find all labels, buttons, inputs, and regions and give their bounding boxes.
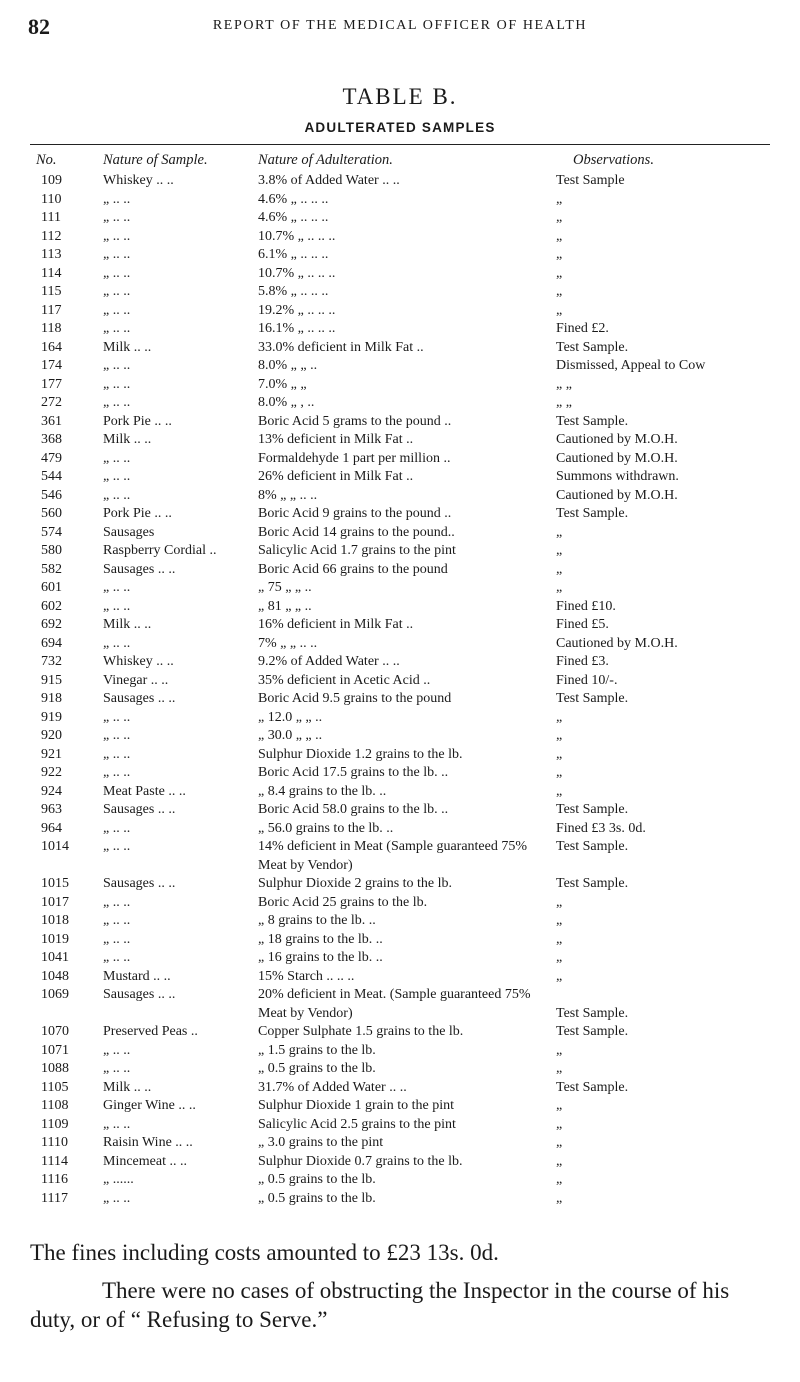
table-row bbox=[0, 1153, 800, 1172]
table-row bbox=[0, 431, 800, 450]
table-row bbox=[0, 209, 800, 228]
table-row bbox=[0, 894, 800, 913]
cell-sample: „ .. .. bbox=[103, 284, 131, 299]
cell-sample: Milk .. .. bbox=[103, 617, 152, 632]
cell-number: 1116 bbox=[41, 1172, 68, 1187]
cell-adulteration: 7% „ „ .. .. bbox=[258, 635, 318, 651]
table-row bbox=[0, 598, 800, 617]
table-row bbox=[0, 468, 800, 487]
cell-number: 919 bbox=[41, 709, 62, 725]
table-row bbox=[0, 376, 800, 395]
cell-observations: Cautioned by M.O.H. bbox=[556, 635, 678, 651]
cell-adulteration: 7.0% „ „ bbox=[258, 376, 307, 392]
cell-number: 964 bbox=[41, 820, 62, 836]
cell-observations: Fined £10. bbox=[556, 598, 616, 614]
table-row bbox=[0, 1023, 800, 1042]
cell-adulteration: „ 56.0 grains to the lb. .. bbox=[258, 820, 394, 836]
cell-adulteration: 15% Starch .. .. .. bbox=[258, 968, 355, 984]
table-row bbox=[0, 1171, 800, 1190]
cell-number: 110 bbox=[41, 191, 62, 207]
cell-observations: Test Sample. bbox=[556, 1024, 629, 1039]
column-header-observations: Observations. bbox=[573, 152, 654, 168]
cell-adulteration: „ 0.5 grains to the lb. bbox=[258, 1061, 376, 1076]
cell-observations: Fined £3 3s. 0d. bbox=[556, 820, 646, 836]
cell-observations: „ bbox=[556, 1061, 563, 1076]
cell-number: 732 bbox=[41, 654, 62, 669]
cell-adulteration: Boric Acid 58.0 grains to the lb. .. bbox=[258, 802, 449, 817]
cell-observations: Fined £5. bbox=[556, 617, 609, 632]
cell-adulteration: Sulphur Dioxide 0.7 grains to the lb. bbox=[258, 1153, 463, 1169]
cell-adulteration: 31.7% of Added Water .. .. bbox=[258, 1079, 407, 1095]
cell-number: 1110 bbox=[41, 1135, 68, 1150]
cell-sample: Meat Paste .. .. bbox=[103, 783, 186, 799]
cell-sample: „ .. .. bbox=[103, 228, 131, 244]
table-row bbox=[0, 265, 800, 284]
cell-observations: „ „ bbox=[556, 376, 572, 392]
cell-number: 582 bbox=[41, 561, 62, 577]
cell-observations: Test Sample. bbox=[556, 339, 629, 355]
cell-observations: „ bbox=[556, 950, 563, 965]
cell-sample: „ .. .. bbox=[103, 265, 131, 281]
cell-adulteration: „ 81 „ „ .. bbox=[258, 598, 312, 614]
table-row bbox=[0, 727, 800, 746]
cell-number: 1017 bbox=[41, 894, 69, 910]
cell-number: 114 bbox=[41, 265, 62, 281]
cell-adulteration: 5.8% „ .. .. .. bbox=[258, 284, 329, 299]
cell-observations: Test Sample. bbox=[556, 413, 629, 429]
cell-adulteration: „ 8.4 grains to the lb. .. bbox=[258, 783, 387, 799]
cell-number: 1014 bbox=[41, 839, 69, 854]
cell-adulteration: 16% deficient in Milk Fat .. bbox=[258, 617, 414, 632]
cell-adulteration: „ 12.0 „ „ .. bbox=[258, 709, 323, 725]
cell-observations: Test Sample. bbox=[556, 691, 629, 706]
cell-adulteration: 20% deficient in Meat. (Sample guaranteed 75% Meat by Vendor) bbox=[258, 987, 531, 1021]
cell-sample: „ .. .. bbox=[103, 210, 131, 225]
cell-number: 1048 bbox=[41, 968, 69, 984]
cell-adulteration: 3.8% of Added Water .. .. bbox=[258, 173, 400, 188]
table-row bbox=[0, 1134, 800, 1153]
cell-number: 272 bbox=[41, 395, 62, 410]
cell-sample: „ .. .. bbox=[103, 820, 131, 836]
cell-sample: Pork Pie .. .. bbox=[103, 506, 172, 521]
cell-adulteration: 19.2% „ .. .. .. bbox=[258, 302, 336, 318]
table-subtitle: ADULTERATED SAMPLES bbox=[304, 120, 496, 135]
cell-adulteration: „ 8 grains to the lb. .. bbox=[258, 913, 376, 928]
cell-adulteration: Boric Acid 25 grains to the lb. bbox=[258, 894, 428, 910]
table-row bbox=[0, 912, 800, 931]
cell-sample: „ .. .. bbox=[103, 358, 131, 373]
table-row bbox=[0, 413, 800, 432]
cell-adulteration: Salicylic Acid 1.7 grains to the pint bbox=[258, 543, 456, 558]
cell-sample: „ .. .. bbox=[103, 635, 131, 651]
table-row bbox=[0, 579, 800, 598]
table-row bbox=[0, 542, 800, 561]
cell-adulteration: 6.1% „ .. .. .. bbox=[258, 247, 329, 262]
table-row bbox=[0, 1190, 800, 1209]
cell-sample: „ .. .. bbox=[103, 765, 131, 780]
cell-observations: „ bbox=[556, 302, 563, 318]
cell-number: 174 bbox=[41, 358, 62, 373]
cell-adulteration: 14% deficient in Meat (Sample guaranteed 75% Meat by Vendor) bbox=[258, 839, 528, 873]
cell-sample: „ .. .. bbox=[103, 894, 131, 910]
cell-number: 1069 bbox=[41, 987, 69, 1002]
cell-number: 109 bbox=[41, 173, 62, 188]
cell-number: 922 bbox=[41, 765, 62, 780]
cell-sample: „ .. .. bbox=[103, 247, 131, 262]
cell-sample: Whiskey .. .. bbox=[103, 654, 174, 669]
table-row bbox=[0, 246, 800, 265]
cell-sample: Sausages .. .. bbox=[103, 691, 176, 706]
cell-observations: „ bbox=[556, 728, 563, 743]
fines-summary: The fines including costs amounted to £23 13s. 0d. bbox=[30, 1240, 499, 1265]
cell-sample: Sausages .. .. bbox=[103, 802, 176, 817]
cell-sample: „ .. .. bbox=[103, 1042, 131, 1058]
cell-observations: Dismissed, Appeal to Cow bbox=[556, 358, 706, 373]
cell-number: 118 bbox=[41, 321, 62, 336]
table-row bbox=[0, 357, 800, 376]
table-row bbox=[0, 505, 800, 524]
table-row bbox=[0, 524, 800, 543]
cell-observations: „ bbox=[556, 228, 563, 244]
table-row bbox=[0, 709, 800, 728]
table-row bbox=[0, 986, 800, 1023]
table-title: TABLE B. bbox=[342, 84, 458, 109]
cell-adulteration: Copper Sulphate 1.5 grains to the lb. bbox=[258, 1024, 464, 1039]
cell-observations: „ bbox=[556, 968, 563, 984]
cell-sample: „ .. .. bbox=[103, 1061, 131, 1076]
cell-adulteration: Boric Acid 14 grains to the pound.. bbox=[258, 524, 455, 540]
cell-sample: Sausages .. .. bbox=[103, 561, 176, 577]
cell-adulteration: 10.7% „ .. .. .. bbox=[258, 265, 336, 281]
cell-adulteration: Boric Acid 9 grains to the pound .. bbox=[258, 506, 452, 521]
cell-observations: „ bbox=[556, 265, 563, 281]
cell-sample: „ .. .. bbox=[103, 580, 131, 595]
table-row bbox=[0, 1116, 800, 1135]
cell-sample: „ .. .. bbox=[103, 1190, 131, 1206]
cell-number: 560 bbox=[41, 506, 62, 521]
cell-adulteration: 13% deficient in Milk Fat .. bbox=[258, 432, 414, 447]
table-row bbox=[0, 653, 800, 672]
cell-sample: „ .. .. bbox=[103, 598, 131, 614]
cell-observations: Fined £3. bbox=[556, 654, 609, 669]
cell-sample: „ .. .. bbox=[103, 302, 131, 318]
cell-observations: „ bbox=[556, 709, 563, 725]
table-row bbox=[0, 672, 800, 691]
cell-observations: „ bbox=[556, 191, 563, 207]
cell-observations: „ bbox=[556, 1098, 563, 1113]
cell-adulteration: 16.1% „ .. .. .. bbox=[258, 321, 336, 336]
cell-sample: „ .. .. bbox=[103, 728, 131, 743]
table-row bbox=[0, 228, 800, 247]
cell-adulteration: 10.7% „ .. .. .. bbox=[258, 228, 336, 244]
table-row bbox=[0, 838, 800, 875]
cell-sample: „ .. .. bbox=[103, 376, 131, 392]
cell-observations: „ bbox=[556, 580, 563, 595]
cell-observations: Test Sample. bbox=[556, 1079, 629, 1095]
cell-observations: „ bbox=[556, 783, 563, 799]
cell-observations: „ bbox=[556, 1172, 563, 1187]
cell-number: 164 bbox=[41, 339, 62, 355]
cell-number: 117 bbox=[41, 302, 62, 318]
cell-adulteration: Boric Acid 9.5 grains to the pound bbox=[258, 691, 452, 706]
cell-sample: Preserved Peas .. bbox=[103, 1024, 198, 1039]
table-row bbox=[0, 283, 800, 302]
table-row bbox=[0, 1097, 800, 1116]
table-row bbox=[0, 1042, 800, 1061]
cell-adulteration: 4.6% „ .. .. .. bbox=[258, 191, 329, 207]
table-row bbox=[0, 320, 800, 339]
table-row bbox=[0, 561, 800, 580]
cell-number: 918 bbox=[41, 691, 62, 706]
cell-sample: Pork Pie .. .. bbox=[103, 413, 172, 429]
cell-number: 1018 bbox=[41, 913, 69, 928]
cell-observations: „ bbox=[556, 1190, 563, 1206]
table-row bbox=[0, 875, 800, 894]
cell-number: 1070 bbox=[41, 1024, 69, 1039]
cell-number: 921 bbox=[41, 746, 62, 762]
cell-number: 602 bbox=[41, 598, 62, 614]
cell-sample: Milk .. .. bbox=[103, 1079, 152, 1095]
cell-number: 1109 bbox=[41, 1116, 69, 1132]
table-row bbox=[0, 949, 800, 968]
table-row bbox=[0, 820, 800, 839]
cell-observations: „ bbox=[556, 210, 563, 225]
cell-sample: Sausages .. .. bbox=[103, 876, 176, 891]
cell-number: 924 bbox=[41, 783, 62, 799]
cell-number: 574 bbox=[41, 524, 62, 540]
cell-sample: Ginger Wine .. .. bbox=[103, 1098, 196, 1113]
cell-adulteration: „ 0.5 grains to the lb. bbox=[258, 1172, 376, 1187]
cell-observations: Test Sample. bbox=[556, 839, 629, 854]
cell-number: 111 bbox=[41, 210, 61, 225]
cell-adulteration: 8.0% „ „ .. bbox=[258, 358, 318, 373]
table-row bbox=[0, 801, 800, 820]
cell-number: 112 bbox=[41, 228, 62, 244]
cell-adulteration: 9.2% of Added Water .. .. bbox=[258, 654, 400, 669]
page-number: 82 bbox=[28, 14, 50, 39]
cell-adulteration: Salicylic Acid 2.5 grains to the pint bbox=[258, 1116, 456, 1132]
cell-number: 601 bbox=[41, 580, 62, 595]
cell-observations: Fined 10/-. bbox=[556, 672, 618, 688]
table-row bbox=[0, 616, 800, 635]
cell-adulteration: Boric Acid 17.5 grains to the lb. .. bbox=[258, 765, 449, 780]
cell-sample: Sausages .. .. bbox=[103, 987, 176, 1002]
table-row bbox=[0, 968, 800, 987]
cell-observations: „ „ bbox=[556, 395, 572, 410]
cell-sample: Raspberry Cordial .. bbox=[103, 543, 217, 558]
cell-observations: „ bbox=[556, 561, 563, 577]
cell-adulteration: Sulphur Dioxide 2 grains to the lb. bbox=[258, 876, 453, 891]
cell-adulteration: 4.6% „ .. .. .. bbox=[258, 210, 329, 225]
cell-number: 963 bbox=[41, 802, 62, 817]
table-row bbox=[0, 172, 800, 191]
table-row bbox=[0, 487, 800, 506]
cell-number: 115 bbox=[41, 284, 62, 299]
cell-adulteration: „ 18 grains to the lb. .. bbox=[258, 931, 383, 947]
cell-observations: Test Sample. bbox=[556, 506, 629, 521]
cell-observations: „ bbox=[556, 746, 563, 762]
cell-number: 915 bbox=[41, 672, 62, 688]
cell-sample: Raisin Wine .. .. bbox=[103, 1135, 193, 1150]
cell-adulteration: Sulphur Dioxide 1.2 grains to the lb. bbox=[258, 746, 463, 762]
cell-adulteration: „ 3.0 grains to the pint bbox=[258, 1135, 384, 1150]
table-row bbox=[0, 690, 800, 709]
cell-number: 1088 bbox=[41, 1061, 69, 1076]
cell-observations: „ bbox=[556, 894, 563, 910]
cell-number: 1071 bbox=[41, 1042, 69, 1058]
cell-sample: „ .. .. bbox=[103, 395, 131, 410]
cell-number: 479 bbox=[41, 450, 62, 466]
cell-observations: „ bbox=[556, 913, 563, 928]
cell-observations: Cautioned by M.O.H. bbox=[556, 487, 678, 503]
cell-observations: „ bbox=[556, 524, 563, 540]
cell-observations: Test Sample. bbox=[556, 1005, 629, 1021]
cell-sample: „ .. .. bbox=[103, 839, 131, 854]
cell-observations: Cautioned by M.O.H. bbox=[556, 432, 678, 447]
table-row bbox=[0, 635, 800, 654]
cell-observations: Fined £2. bbox=[556, 321, 609, 336]
cell-observations: Summons withdrawn. bbox=[556, 469, 679, 484]
cell-adulteration: „ 30.0 „ „ .. bbox=[258, 728, 323, 743]
cell-sample: „ .. .. bbox=[103, 950, 131, 965]
cell-number: 546 bbox=[41, 487, 62, 503]
cell-sample: „ ...... bbox=[103, 1172, 134, 1187]
table-row bbox=[0, 764, 800, 783]
cell-adulteration: 8% „ „ .. .. bbox=[258, 487, 318, 503]
table-row bbox=[0, 783, 800, 802]
cell-number: 1041 bbox=[41, 950, 69, 965]
cell-number: 1015 bbox=[41, 876, 69, 891]
cell-sample: Mincemeat .. .. bbox=[103, 1153, 187, 1169]
cell-observations: „ bbox=[556, 543, 563, 558]
table-row bbox=[0, 191, 800, 210]
cell-sample: „ .. .. bbox=[103, 1116, 131, 1132]
cell-number: 1019 bbox=[41, 931, 69, 947]
cell-adulteration: „ 75 „ „ .. bbox=[258, 580, 312, 595]
cell-observations: „ bbox=[556, 1135, 563, 1150]
cell-adulteration: Sulphur Dioxide 1 grain to the pint bbox=[258, 1098, 454, 1113]
table-row bbox=[0, 302, 800, 321]
cell-observations: „ bbox=[556, 284, 563, 299]
cell-adulteration: Boric Acid 5 grams to the pound .. bbox=[258, 413, 452, 429]
cell-number: 694 bbox=[41, 635, 62, 651]
table-row bbox=[0, 450, 800, 469]
cell-sample: Vinegar .. .. bbox=[103, 672, 169, 688]
cell-sample: Milk .. .. bbox=[103, 432, 152, 447]
cell-observations: „ bbox=[556, 765, 563, 780]
column-header-adulteration: Nature of Adulteration. bbox=[258, 152, 393, 168]
cell-observations: Cautioned by M.O.H. bbox=[556, 450, 678, 466]
cell-sample: Whiskey .. .. bbox=[103, 173, 174, 188]
table-row bbox=[0, 1079, 800, 1098]
cell-number: 361 bbox=[41, 413, 62, 429]
cell-sample: „ .. .. bbox=[103, 469, 131, 484]
cell-number: 113 bbox=[41, 247, 62, 262]
column-header-sample: Nature of Sample. bbox=[103, 152, 208, 168]
cell-sample: „ .. .. bbox=[103, 913, 131, 928]
cell-number: 580 bbox=[41, 543, 62, 558]
cell-sample: „ .. .. bbox=[103, 321, 131, 336]
cell-observations: Test Sample. bbox=[556, 802, 629, 817]
cell-observations: „ bbox=[556, 1042, 563, 1058]
cell-number: 1108 bbox=[41, 1098, 69, 1113]
cell-sample: „ .. .. bbox=[103, 709, 131, 725]
cell-sample: Mustard .. .. bbox=[103, 968, 171, 984]
table-row bbox=[0, 746, 800, 765]
table-row bbox=[0, 394, 800, 413]
cell-sample: „ .. .. bbox=[103, 191, 131, 207]
cell-adulteration: 8.0% „ , .. bbox=[258, 395, 315, 410]
cell-number: 1105 bbox=[41, 1079, 69, 1095]
cell-adulteration: 35% deficient in Acetic Acid .. bbox=[258, 672, 431, 688]
cell-sample: Milk .. .. bbox=[103, 339, 152, 355]
cell-adulteration: Boric Acid 66 grains to the pound bbox=[258, 561, 448, 577]
cell-adulteration: „ 16 grains to the lb. .. bbox=[258, 950, 383, 965]
obstruction-note: There were no cases of obstructing the Inspector in the course of his duty, or of “ Refusing to Serve.” bbox=[30, 1278, 730, 1332]
cell-number: 1117 bbox=[41, 1190, 68, 1206]
samples-table-body bbox=[0, 172, 800, 1208]
cell-observations: Test Sample bbox=[556, 173, 625, 188]
cell-number: 544 bbox=[41, 469, 62, 484]
cell-sample: Sausages bbox=[103, 524, 155, 540]
page-header bbox=[0, 14, 800, 42]
column-header-no: No. bbox=[36, 152, 57, 168]
cell-adulteration: „ 1.5 grains to the lb. bbox=[258, 1042, 376, 1058]
cell-adulteration: 26% deficient in Milk Fat .. bbox=[258, 469, 414, 484]
cell-number: 1114 bbox=[41, 1153, 68, 1169]
table-row bbox=[0, 339, 800, 358]
cell-observations: Test Sample. bbox=[556, 876, 629, 891]
cell-observations: „ bbox=[556, 1116, 563, 1132]
table-row bbox=[0, 1060, 800, 1079]
cell-observations: „ bbox=[556, 931, 563, 947]
cell-observations: „ bbox=[556, 247, 563, 262]
table-top-rule bbox=[30, 144, 770, 145]
cell-number: 368 bbox=[41, 432, 62, 447]
cell-observations: „ bbox=[556, 1153, 563, 1169]
cell-sample: „ .. .. bbox=[103, 746, 131, 762]
cell-adulteration: Formaldehyde 1 part per million .. bbox=[258, 450, 451, 466]
cell-sample: „ .. .. bbox=[103, 450, 131, 466]
cell-number: 920 bbox=[41, 728, 62, 743]
cell-adulteration: „ 0.5 grains to the lb. bbox=[258, 1190, 376, 1206]
table-row bbox=[0, 931, 800, 950]
cell-sample: „ .. .. bbox=[103, 487, 131, 503]
cell-adulteration: 33.0% deficient in Milk Fat .. bbox=[258, 339, 424, 355]
cell-number: 177 bbox=[41, 376, 62, 392]
running-title: REPORT OF THE MEDICAL OFFICER OF HEALTH bbox=[212, 18, 588, 33]
cell-sample: „ .. .. bbox=[103, 931, 131, 947]
cell-number: 692 bbox=[41, 617, 62, 632]
